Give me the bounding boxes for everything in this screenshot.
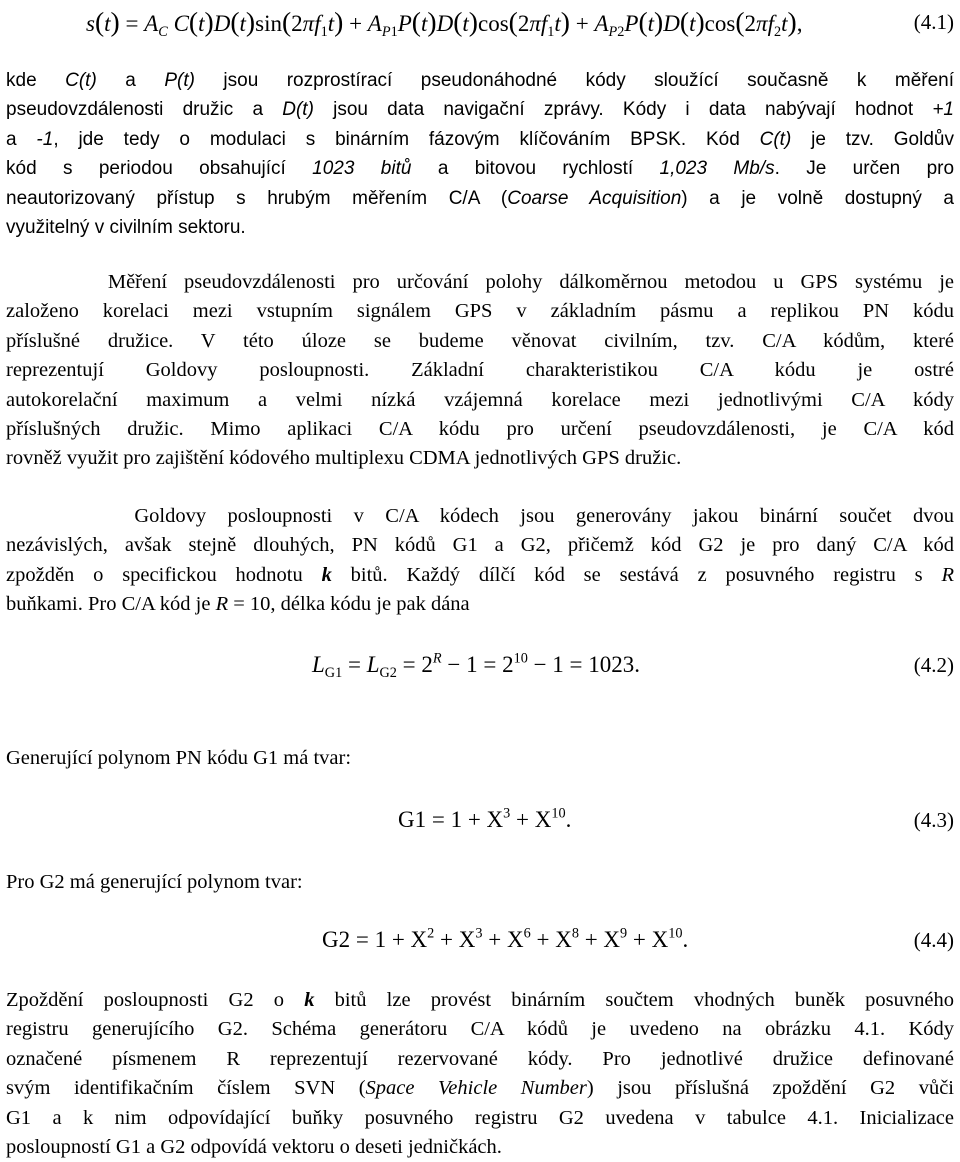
equation-4-1-number: (4.1): [913, 10, 954, 34]
paragraph-pseudorange: Měření pseudovzdálenosti pro určování polohy dálkoměrnou metodou u GPS systému je založeno korelaci mezi vstupním signálem GPS v základním pásmu a replikou PN kódu příslušné družice. V této úloze se budeme věnovat civilním, tzv. C/A kódům, které reprezentují Goldovy posloupnosti. Základní charakteristikou C/A kódu je ostré autokorelační maximum a velmi nízká vzájemná korelace mezi jednotlivými C/A kódy příslušných družic. Mimo aplikaci C/A kódu pro určení pseudovzdálenosti, je C/A kód rovněž využit pro zajištění kódového multiplexu CDMA jednotlivých GPS družic.: [6, 271, 954, 470]
paragraph-g2-delay: Zpoždění posloupnosti G2 o k bitů lze provést binárním součtem vhodných buněk posuvného registru generujícího G2. Schéma generátoru C/A kódů je uvedeno na obrázku 4.1. Kódy označené písmenem R reprezentují rezervované kódy. Pro jednotlivé družice definované svým identifikačním číslem SVN (Space Vehicle Number) jsou příslušná zpoždění G2 vůči G1 a k nim odpovídající buňky posuvného registru G2 uvedena v tabulce 4.1. Inicializace posloupností G1 a G2 odpovídá vektoru o deseti jedničkách.: [6, 989, 954, 1159]
label-generator-g1: Generující polynom PN kódu G1 má tvar:: [6, 747, 352, 769]
equation-4-4-formula: $G2 = 1 + X^2 + X^3 + X^6 + X^8 + X^9 + X^{10}$.: [322, 925, 689, 952]
equation-4-3-formula: $G1 = 1 + X^3 + X^{10}$.: [398, 805, 572, 832]
equation-4-2-number: (4.2): [913, 653, 954, 677]
paragraph-gold-sequences: Goldovy posloupnosti v C/A kódech jsou generovány jakou binární součet dvou nezávislých, avšak stejně dlouhých, PN kódů G1 a G2, přičemž kód G2 je pro daný C/A kód zpožděn o specifickou hodnotu k bitů. Každý dílčí kód se sestává z posuvného registru s R buňkami. Pro C/A kód je R = 10, délka kódu je pak dána: [6, 505, 954, 616]
equation-4-2: [0, 645, 960, 685]
equation-4-3: [0, 800, 960, 840]
label-generator-g2: Pro G2 má generující polynom tvar:: [6, 871, 303, 893]
paragraph-signal-description: kde C(t) a P(t) jsou rozprostírací pseudonáhodné kódy sloužící současně k měření pseudovzdálenosti družic a D(t) jsou data navigační zprávy. Kódy i data nabývají hodnot +1 a -1, jde tedy o modulaci s binárním fázovým klíčováním BPSK. Kód C(t) je tzv. Goldův kód s periodou obsahující 1023 bitů a bitovou rychlostí 1,023 Mb/s. Je určen pro neautorizovaný přístup s hrubým měřením C/A (Coarse Acquisition) a je volně dostupný a využitelný v civilním sektoru.: [6, 70, 955, 239]
equation-4-2-formula: $L_{G1} = L_{G2} = 2^R - 1 = 2^{10} - 1 = 1023$.: [312, 650, 641, 681]
equation-4-4-number: (4.4): [913, 928, 954, 952]
equation-4-1-formula: $s(t) = A_C$ $C(t)D(t)\sin(2\pi f_1t) + A_{P1}P(t)D(t)\cos(2\pi f_1t) + A_{P2}P(t)D(t)\cos(2\pi f_2t)$,: [86, 6, 803, 40]
equation-4-1: [0, 2, 960, 42]
equation-4-4: [0, 920, 960, 960]
equation-4-3-number: (4.3): [913, 808, 954, 832]
